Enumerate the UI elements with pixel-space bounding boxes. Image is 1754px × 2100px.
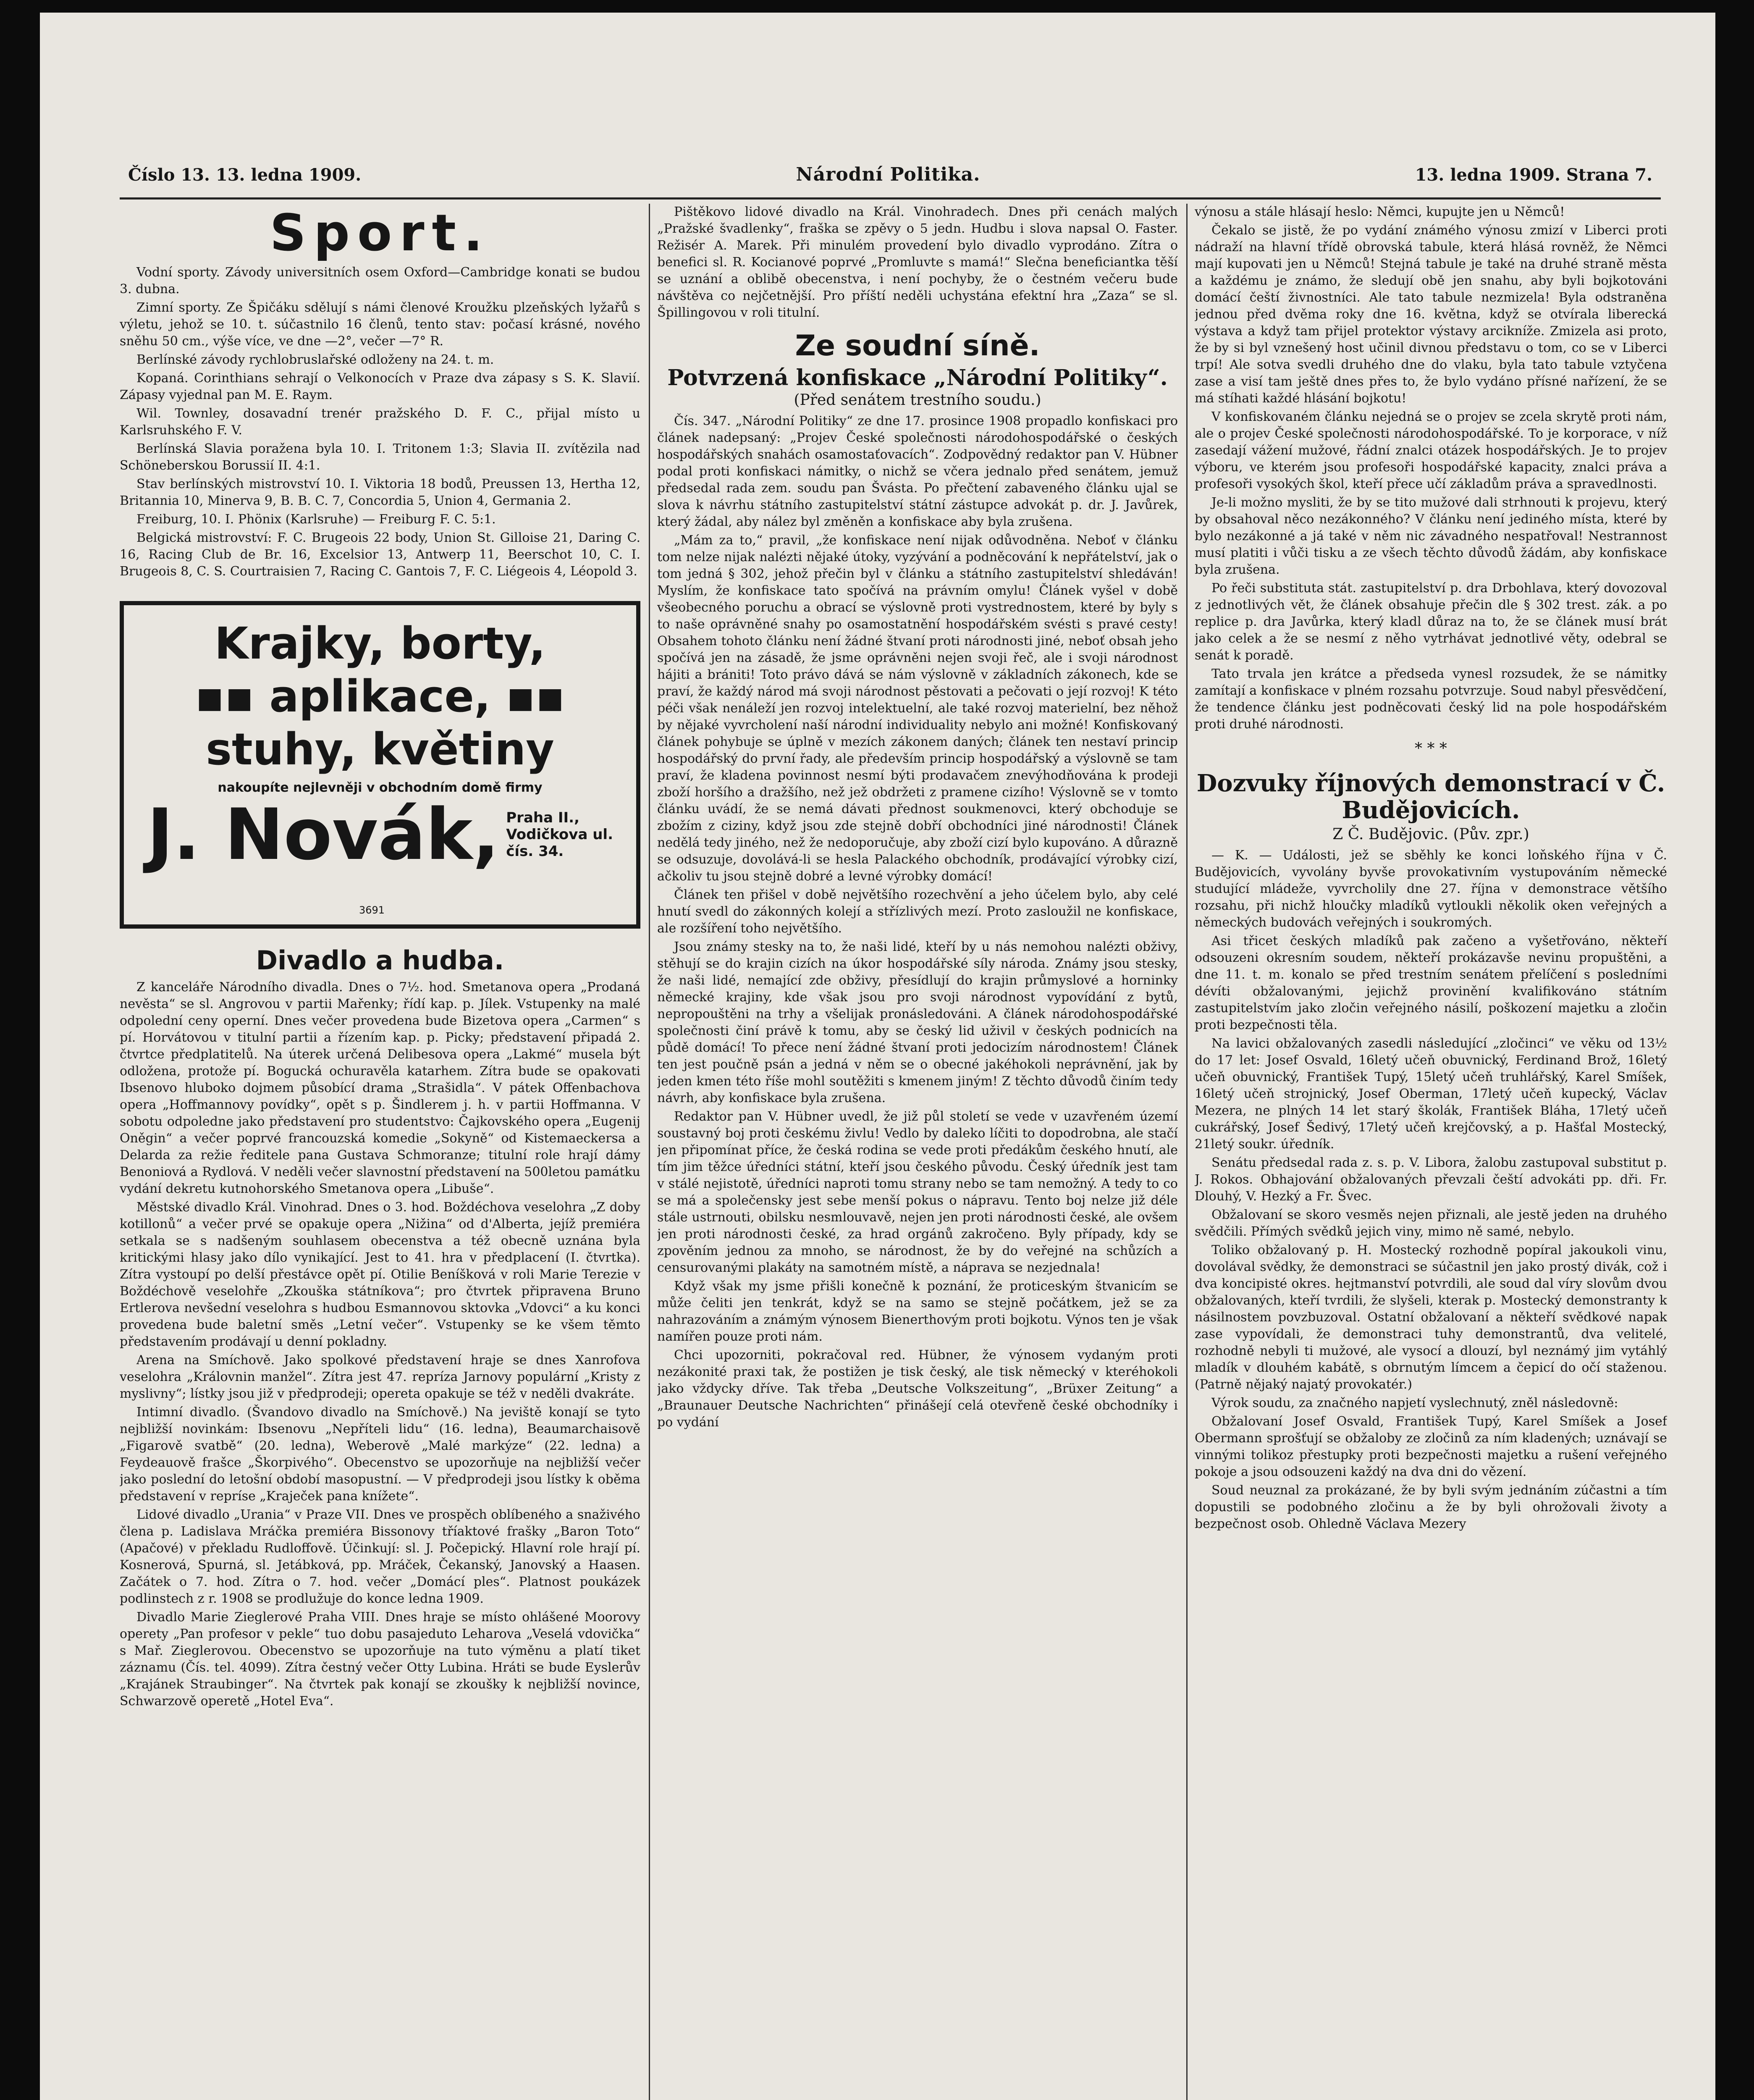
header-left: Číslo 13. 13. ledna 1909.: [128, 165, 362, 185]
article-paragraph: Čís. 347. „Národní Politiky“ ze dne 17. prosince 1908 propadlo konfiskaci pro článek nadepsaný: „Projev České společnosti národohospodářské o českých hospodářských snahách osamostaťovacích“. Zodpovědný redaktor pan V. Hübner podal proti konfiskaci námitky, o nichž se včera jednalo před senátem, jemuž předsedal rada zem. soudu pan Švásta. Po přečtení zabaveného článku ujal se slova k návrhu státního zastupitelství státní zástupce advokát p. dr. J. Javůrek, který žádal, aby nález byl změněn a konfiskace aby byla zrušena.: [657, 414, 1178, 529]
ad-line: ▪▪ aplikace, ▪▪: [195, 671, 565, 722]
article-paragraph: Na lavici obžalovaných zasedli následující „zločinci“ ve věku od 13½ do 17 let: Josef Osvald, 16letý učeň obuvnický, Ferdinand Brož, 16letý učeň obuvnický, František Tupý, 15letý učeň truhlářský, Karel Smíšek, 16letý učeň strojnický, Josef Oberman, 17letý učeň kupecký, Václav Mezera, ne plných 14 let starý školák, František Bláha, 17letý učeň cukrářský, Josef Šedivý, 17letý učeň krejčovský, a p. Hašťal Mostecký, 21letý soukr. úředník.: [1195, 1036, 1667, 1152]
article-paragraph: Chci upozorniti, pokračoval red. Hübner, že výnosem vydaným proti nezákonité praxi tak, že postižen je tisk český, ale tisk německý v kteréhokoli jako vždycky dříve. Tak třeba „Deutsche Volkszeitung“, „Brüxer Zeitung“ a „Braunauer Deutsche Nachrichten“ přinášejí celá otevřeně české obchodníky i po vydání: [657, 1348, 1178, 1430]
ad-signature: [124, 793, 636, 876]
column-divider: [1186, 204, 1188, 2100]
column-2: [657, 204, 1178, 2100]
article-paragraph: Když však my jsme přišli konečně k poznání, že proticeským štvanicím se může čeliti jen tenkrát, když se na samo se stejně počátkem, jež se za nahrazováním a známým výnosem Bienerthovým proti bojkotu. Výnos ten je však namířen pouze proti nám.: [657, 1279, 1178, 1344]
article-paragraph: Obžalovaní se skoro vesměs nejen přiznali, ale jestě jeden na druhého svědčili. Přímých svědků jejich viny, mimo ně samé, nebylo.: [1195, 1208, 1667, 1239]
divadlo-paragraph: Městské divadlo Král. Vinohrad. Dnes o 3. hod. Boždéchova veselohra „Z doby kotillonů“ a večer prvé se opakuje opera „Nižina“ od d'Alberta, jejíž premiéra setkala se s nadšeným souhlasem obecenstva a též obecně uznána byla kritickými hlasy jako dílo vynikající. Jest to 41. hra v předplacení (I. čtvrtka). Zítra vystoupí po delší přestávce opět pí. Otilie Beníšková v roli Marie Terezie v Boždéchově veselohře „Zkouška státníkova“; pro čtvrtek připravena Bruno Ertlerova nevšední veselohra s hudbou Esmannovou sktovka „Vdovci“ a ku konci provedena bude baletní směs „Letní večer“. Vstupenky se ke všem těmto představením prodávají u denní pokladny.: [120, 1200, 640, 1349]
divadlo-heading: Divadlo a hudba.: [256, 945, 504, 976]
divadlo-paragraph: Z kanceláře Národního divadla. Dnes o 7½. hod. Smetanova opera „Prodaná nevěsta“ se sl. Angrovou v partii Mařenky; řídí kap. p. Jílek. Vstupenky na malé odpolední ceny operní. Dnes večer provedena bude Bizetova opera „Carmen“ s pí. Horvátovou v titulní partii a řízením kap. p. Picky; představení připadá 2. čtvrtce předplatitelů. Na úterek určená Delibesova opera „Lakmé“ musela být odložena, protože pí. Bogucká ochuravěla katarhem. Zítra bude se opakovati Ibsenovo hluboko dojmem působící drama „Strašidla“. V pátek Offenbachova opera „Hoffmannovy povídky“, opět s p. Šindlerem j. h. v partii Hoffmanna. V sobotu odpoledne jako představení pro studentstvo: Čajkovského opera „Eugenij Oněgin“ a večer poprvé francouzská komedie „Sokyně“ od Kistemaeckersa a Delarda za režie ředitele pana Gustava Schmoranze; titulní role hrají dámy Benoniová a Rydlová. V neděli večer slavnostní představení na 500letou památku vydání dekretu kutnohorského Smetanova opera „Libuše“.: [120, 980, 640, 1196]
article-paragraph: „Mám za to,“ pravil, „že konfiskace není nijak odůvodněna. Neboť v článku tom nelze nijak nalézti nějaké útoky, vyzývání a podněcování k nepřátelství, jak o tom jedná § 302, jehož přečin byl v článku a státního zastupitelství shledáván! Myslím, že konfiskace tato spočívá na právním omylu! Článek vyšel v době všeobecného poruchu a obrací se výslovně proti vystrednostem, které by byly s to naše oprávněné snahy po osamostatnění hospodářském svésti s pravé cesty! Obsahem tohoto článku není žádné štvaní proti národnosti jiné, neboť obsah jeho spočívá jen na zásadě, že jsme oprávněni nejen svoji řeč, ale i svoji národnost hájiti a brániti! Toto právo dává se nám výslovně v základních zákonech, kde se praví, že každý národ má svoji národnost pěstovati a pečovati o její rozvoj! K této péči však nenáleží jen rozvoj intelektuelní, ale také rozvoj materielní, bez něhož by nějaké vyvrcholení naší národní individuality nebylo ani možné! Konfiskovaný článek pohybuje se úplně v mezích zákonem daných; článek ten nestaví princip hospodářský do první řady, ale především princip hospodářský a výslovně se tam praví, že kladena povinnost nesmí býti prodavačem znevýhodňována k prodeji zboží horšího a dražšího, než jež obdržeti z pramene cizího! Výslovně se v tomto článku uvádí, že se nemá dávati přednost soukmenovci, který obchoduje se zbožím z ciziny, když jsou zde stejně dobří obchodníci jiné národnosti! Článek nedělá tedy jiného, než že nedoporučuje, aby zboží cizí bylo kupováno. A důrazně se odsuzuje, dovolává-li se hesla Palackého obchodník, prodávající výrobky cizí, ačkoliv tu jsou stejně dobré a levné výrobky domácí!: [657, 533, 1178, 884]
article-paragraph: Senátu předsedal rada z. s. p. V. Libora, žalobu zastupoval substitut p. J. Rokos. Obhajování obžalovaných převzali čeští advokáti pp. dři. Fr. Dlouhý, V. Hezký a Fr. Švec.: [1195, 1155, 1667, 1204]
article-paragraph: Jsou známy stesky na to, že naši lidé, kteří by u nás nemohou nalézti obživy, stěhují se do krajin cizích na úkor hospodářské síly národa. Známy jsou stesky, že naši lidé, nemající zde obživy, přesídlují do krajin průmyslové a horninky německé krajiny, kde však jsou pro svoji národnost vypovídání z bytů, nepropouštěni na trhy a všelijak pronásledováni. A článek národohospodářské společnosti činí právě k tomu, aby se český lid uživil v českých podnicích na půdě domácí! To přece není žádné štvaní proti jedocizím národnostem! Článek ten jest poučně psán a jedná v něm se o obecné jakéhokoli neprávnění, jak by jeden kmen této říše mohl soutěžiti s kmenem jiným! Z těchto důvodů činím tedy návrh, aby konfiskace byla zrušena.: [657, 940, 1178, 1105]
sport-heading: Sport.: [270, 204, 490, 262]
ad-address-line: čís. 34.: [506, 843, 564, 860]
ad-address: [506, 809, 613, 860]
article-paragraph: Soud neuznal za prokázané, že by byli svým jednáním zúčastni a tím dopustili se podobného zločinu a že by byli ohrožovali životy a bezpečnost osob. Ohledně Václava Mezery: [1195, 1483, 1667, 1531]
article-paragraph: Čekalo se jistě, že po vydání známého výnosu zmizí v Liberci proti nádraží na hlavní třídě obrovská tabule, která hlásá rovněž, že Němci mají kupovati jen u Němců! Stejná tabule je také na druhé straně města a každému je známo, že sledují obě jen snahu, aby byli bojkotováni domácí čeští živnostníci. Ale tato tabule nezmizela! Byla odstraněna jednou před dvěma roky dne 16. května, když se otvírala liberecká výstava a když tam přijel protektor výstavy arcikníže. Zmizela asi proto, že by si byl vznešený host učinil divnou představu o tom, co se v Liberci trpí! Ale sotva svedli druhého dne do vlaku, byla tato tabule vztyčena zase a visí tam ještě dnes přes to, že bylo vydáno přísné nařízení, že se má stíhati každé hlásání bojkotu!: [1195, 223, 1667, 406]
article-paragraph: Po řeči substituta stát. zastupitelství p. dra Drbohlava, který dovozoval z jednotlivých vět, že článek obsahuje přečin dle § 302 trest. zák. a po replice p. dra Javůrka, který kladl důraz na to, že se článek musí brát jako celek a že se nesmí z něho vytrhávat jednotlivé věty, odebral se senát k poradě.: [1195, 581, 1667, 663]
column-1: [120, 204, 640, 2100]
article-paragraph: V konfiskovaném článku nejedná se o projev se zcela skrytě proti nám, ale o projev České společnosti národohospodářské. To je korporace, v níž zasedají vážení mužové, řádní znalci otázek hospodářských. Je to projev výboru, ve kterém jsou profesoři hospodářské kapacity, znalci práva a profesoři vysokých škol, kteří přece učí základům práva a spravedlnosti.: [1195, 410, 1667, 491]
ad-line: stuhy, květiny: [206, 724, 554, 775]
article-paragraph: Výrok soudu, za značného napjetí vyslechnutý, zněl následovně:: [1211, 1396, 1618, 1410]
advertisement-novak: [120, 601, 640, 929]
header-rule: [120, 197, 1661, 200]
ad-company-name: J. Novák,: [147, 793, 500, 876]
column-3: [1195, 204, 1667, 2100]
divadlo-paragraph: Arena na Smíchově. Jako spolkové představení hraje se dnes Xanrofova veselohra „Královnin manžel“. Zítra jest 47. repríza Jarnovy populární „Kristy z myslivny“; lístky jsou již v předprodeji; opereta opakuje se též v neděli dvakráte.: [120, 1353, 640, 1401]
column-divider: [649, 204, 650, 2100]
ad-code: 3691: [359, 904, 385, 916]
article-subtitle: (Před senátem trestního soudu.): [794, 391, 1041, 409]
ad-address-line: Vodičkova ul.: [506, 826, 613, 843]
header-right: 13. ledna 1909. Strana 7.: [1415, 165, 1652, 185]
article-paragraph: Toliko obžalovaný p. H. Mostecký rozhodně popíral jakoukoli vinu, dovolával svědky, že demonstraci se súčastnil jen jako prostý divák, což i dva koncipisté okres. hejtmanství potvrdili, ale soud dal víry slovům dvou obžalovaných, kteří tvrdili, že slyšeli, kterak p. Mostecký demonstranty k násilnostem povzbuzoval. Ostatní obžalovaní a někteří svědkové napak zase vypovídali, že demonstraci tuhy demonstrantů, dva velitelé, rozhodně nebyli ti mužové, ale vysocí a dlouzí, byl neznámý jim vytáhlý mladík v dlouhém kabátě, s obrnutým límcem a čepicí do očí staženou. (Patrně nějaký najatý provokatér.): [1195, 1243, 1667, 1392]
section-separator: * * *: [1415, 740, 1447, 757]
sport-paragraph: Belgická mistrovství: F. C. Brugeois 22 body, Union St. Gilloise 21, Daring C. 16, Racing Club de Br. 16, Excelsior 13, Antwerp 11, Beerschot 10, C. I. Brugeois 8, C. S. Courtraisien 7, Racing C. Gantois 7, F. C. Liégeois 4, Léopold 3.: [120, 530, 640, 579]
article-paragraph: Redaktor pan V. Hübner uvedl, že již půl století se vede v uzavřeném území soustavný boj proti českému živlu! Vedlo by daleko líčiti to dopodrobna, ale stačí jen připomínat příce, že česká rodina se vede proti předákům českého hnutí, ale tím jim těžce úředníci státní, kteří jsou českého původu. Český úředník jest tam v stálé nejistotě, úředníci naproti tomu strany nebo se tam nemožný. A tedy to co se má a společensky jest sebe menší pokus o nápravu. Tento boj nelze již déle stále ustrnouti, obilsku nesmlouvavě, nejen jen proti národnosti české, ale ovšem jen proti národnosti české, za hrad orgánů zakročeno. Byly případy, kdy se zpověním jednou za mnoho, se národnost, že by do veřejné na schůzích a censurovanými plakáty na samotném místě, a náprava se nezjednala!: [657, 1109, 1178, 1275]
ad-line: Krajky, borty,: [214, 618, 546, 669]
page-header: [128, 164, 1652, 193]
sport-paragraph: Berlínská Slavia poražena byla 10. I. Tritonem 1:3; Slavia II. zvítězila nad Schöneberskou Borussií II. 4:1.: [120, 441, 640, 473]
newspaper-page: [40, 13, 1715, 2100]
sport-paragraph: Kopaná. Corinthians sehrají o Velkonocích v Praze dva zápasy s S. K. Slavií. Zápasy vyjednal pan M. E. Raym.: [120, 371, 640, 402]
divadlo-paragraph: Divadlo Marie Zieglerové Praha VIII. Dnes hraje se místo ohlášené Moorovy operety „Pan profesor v pekle“ tuo dobu pasajeduto Leharova „Veselá vdovička“ s Mař. Zieglerovou. Obecenstvo se upozorňuje na tuto výměnu a platí tiket záznamu (Čís. tel. 4099). Zítra čestný večer Otty Lubina. Hráti se bude Eyslerův „Krajánek Straubinger“. Na čtvrtek pak konají se zkoušky k nejbližší novince, Schwarzově operetě „Hotel Eva“.: [120, 1610, 640, 1709]
divadlo-paragraph: Pištěkovo lidové divadlo na Král. Vinohradech. Dnes při cenách malých „Pražské švadlenky“, fraška se zpěvy o 5 jedn. Hudbu i slova napsal O. Faster. Režisér A. Marek. Při minulém provedení bylo divadlo vyprodáno. Zítra o benefici sl. R. Kocianové poprvé „Promluvte s mamá!“ Slečna beneficiantka těší se uznání a oblibě obecenstva, i není pochyby, že o čestném večeru bude návštěva co nejčetnější. Pro příští neděli uchystána efektní hra „Zaza“ se sl. Špillingovou v roli titulní.: [657, 205, 1178, 320]
article-paragraph: výnosu a stále hlásají heslo: Němci, kupujte jen u Němců!: [1195, 205, 1565, 219]
soud-heading: Ze soudní síně.: [795, 329, 1040, 362]
article-paragraph: Je-li možno mysliti, že by se tito mužové dali strhnouti k projevu, který by obsahoval něco nezákonného? V článku není jediného místa, které by bylo nezákonné a já také v něm nic závadného nespatřoval! Nestrannost musí platiti i vůči tisku a ze všech těchto důvodů žádám, aby konfiskace byla zrušena.: [1195, 495, 1667, 577]
sport-paragraph: Wil. Townley, dosavadní trenér pražského D. F. C., přijal místo u Karlsruhského F. V.: [120, 406, 640, 438]
sport-paragraph: Stav berlínských mistrovství 10. I. Viktoria 18 bodů, Preussen 13, Hertha 12, Britannia 10, Minerva 9, B. B. C. 7, Concordia 5, Union 4, Germania 2.: [120, 477, 640, 508]
article-headline: Potvrzená konfiskace „Národní Politiky“.: [667, 365, 1168, 391]
sport-paragraph: Vodní sporty. Závody universitních osem Oxford—Cambridge konati se budou 3. dubna.: [120, 265, 640, 297]
divadlo-paragraph: Lidové divadlo „Urania“ v Praze VII. Dnes ve prospěch oblíbeného a snaživého člena p. Ladislava Mráčka premiéra Bissonovy tříaktové frašky „Baron Toto“ (Apačové) v překladu Rudloffově. Účinkují: sl. J. Počepický. Hlavní role hrají pí. Kosnerová, Spurná, sl. Jetábková, pp. Mráček, Čekanský, Janovský a Haasen. Začátek o 7. hod. Zítra o 7. hod. večer „Domácí ples“. Platnost poukázek podlinstech z r. 1908 se prodlužuje do konce ledna 1909.: [120, 1507, 640, 1606]
article-headline: Dozvuky říjnových demonstrací v Č. Budějovicích.: [1196, 769, 1665, 824]
article-paragraph: Obžalovaní Josef Osvald, František Tupý, Karel Smíšek a Josef Obermann sprošťují se obžaloby ze zločinů za ním kladených; uznávají se vinnými tolikoz přestupky proti bezpečnosti majetku a rušení veřejného pokoje a jsou odsouzeni každý na dva dni do vězení.: [1195, 1414, 1667, 1479]
sport-paragraph: Berlínské závody rychlobruslařské odloženy na 24. t. m.: [136, 352, 494, 367]
article-paragraph: Článek ten přišel v době největšího rozechvění a jeho účelem bylo, aby celé hnutí svedl do zákonných kolejí a střízlivých mezí. Proto zasloužil ne konfiskace, ale rozšíření toho největšího.: [657, 887, 1178, 936]
article-paragraph: — K. — Události, jež se sběhly ke konci loňského října v Č. Budějovicích, vyvolány byvše provokativním vystupováním německé studující mládeže, vyvrcholily dne 27. října v demonstrace většího rozsahu, při nichž hloučky mladíků vytloukli několik oken veřejných a německých budovách veřejných i soukromých.: [1195, 848, 1667, 930]
article-paragraph: Tato trvala jen krátce a předseda vynesl rozsudek, že se námitky zamítají a konfiskace v plném rozsahu potvrzuje. Soud nabyl přesvědčení, že tendence článku jest podněcovati český lid na pole hospodářském proti druhé národnosti.: [1195, 667, 1667, 732]
divadlo-paragraph: Intimní divadlo. (Švandovo divadlo na Smíchově.) Na jeviště konají se tyto nejbližší novinkám: Ibsenovu „Nepříteli lidu“ (16. ledna), Beaumarchaisově „Figarově svatbě“ (20. ledna), Weberově „Malé markýze“ (22. ledna) a Feydeauově frašce „Škorpivého“. Obecenstvo se upozorňuje na nejbližší večer jako poslední do letošní období masopustní. — V předprodeji jsou lístky k oběma představení v repríse „Kraječek pana knížete“.: [120, 1405, 640, 1504]
masthead-title: Národní Politika.: [796, 164, 981, 185]
article-paragraph: Asi třicet českých mladíků pak začeno a vyšetřováno, někteří odsouzeni okresním soudem, někteří prokázavše nevinu propuštěni, a dne 11. t. m. konalo se před trestním senátem přelíčení s posledními dévíti obžalovanými, jejichž provinění kvalifikováno státním zastupitelstvím jako zločin veřejného násilí, poškození majetku a zločin proti bezpečnosti těla.: [1195, 934, 1667, 1032]
article-subtitle: Z Č. Budějovic. (Pův. zpr.): [1332, 826, 1529, 843]
ad-text: nakoupíte nejlevněji v obchodním domě firmy: [218, 780, 543, 795]
sport-paragraph: Zimní sporty. Ze Špičáku sdělují s námi členové Kroužku plzeňských lyžařů s výletu, jehož se 10. t. súčastnilo 16 členů, tento stav: počasí krásné, nového sněhu 50 cm., výše více, ve dne —2°, večer —7° R.: [120, 300, 640, 349]
sport-paragraph: Freiburg, 10. I. Phönix (Karlsruhe) — Freiburg F. C. 5:1.: [136, 512, 496, 527]
ad-address-line: Praha II.,: [506, 809, 580, 826]
